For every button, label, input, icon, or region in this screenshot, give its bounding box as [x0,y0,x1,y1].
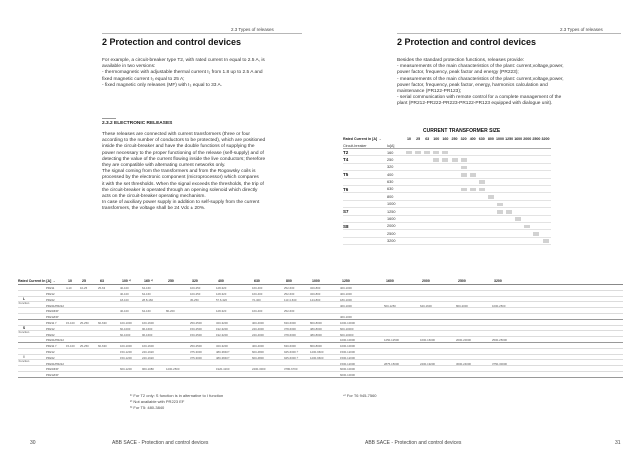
setting-value: 800-2000 [456,303,468,308]
size-cell [497,203,503,207]
release-settings-table [18,276,623,378]
setting-value: 1200-9600 [310,355,324,360]
setting-value: 150-2500 [190,326,202,331]
setting-value: 3750-30000 [492,361,507,366]
setting-value: 400-1000 [340,291,352,296]
setting-value: 100-1000 [120,344,132,349]
size-cell [479,188,485,192]
release-name: PR222 [46,355,55,360]
iu-value: 1000 [387,202,396,207]
column-header: 63 [425,137,430,141]
setting-value: 945-6300 ³⁾ [284,349,299,354]
function-sub: Function [18,330,30,335]
setting-value: 128-320 [216,309,227,314]
text-line: the circuit-breaker is operated through an opening solenoid which directly [102,187,258,193]
setting-value: 1200-2500 [166,367,180,372]
iu-value: 1250 [387,209,396,214]
function-sub: Function [18,359,30,364]
column-header: 2500 [532,137,541,141]
release-name: PR212NP [46,315,59,320]
footer-text: ABB SACE - Protection and control devices [112,440,209,446]
column-header: 250 [451,137,458,141]
text-line: - measurements of the main characteristics of the plant: current,voltage,power, [397,76,564,82]
table-row [343,156,551,163]
setting-value: 15-100 [66,344,75,349]
iu-value: 1600 [387,217,396,222]
footnote: ⁴⁾ For T6 945-7560 [343,393,377,398]
column-header: 63 [100,279,104,283]
size-cell [461,173,467,177]
subheader-breaker: Circuit-breaker [343,143,367,148]
setting-value: 640-1600 [420,303,432,308]
release-name: PR211 [46,286,55,291]
table-row [343,193,551,200]
setting-value: 60-630 [98,344,107,349]
footnote: ²⁾ Not available with PR223 EF [130,399,185,404]
setting-value: 600-1200 [120,367,132,372]
column-header: 1000 [312,279,320,283]
text-line: power necessary to the proper functioning of the release (self-supply) and of [102,150,264,156]
column-header: 2500 [458,279,466,283]
size-cell [479,180,485,184]
column-header: 100 [433,137,440,141]
setting-value: 375-3000 [190,355,202,360]
table-row [343,164,551,171]
setting-value: 192-3200 [216,332,228,337]
setting-value: 400-4000 [252,320,264,325]
intro-paragraph [102,58,300,89]
size-cell [433,158,439,162]
setting-value: 2000-20000 [456,338,471,343]
text-line: transformers, the voltage shall be 24 Vdc ± 20%. [102,206,206,212]
size-cell [497,210,503,214]
setting-value: 45-250 [190,297,199,302]
release-name: PR223NP [46,309,59,314]
table-title: CURRENT TRANSFORMER SIZE [423,128,501,134]
column-header: 1250 [342,279,350,283]
size-cell [424,151,430,155]
setting-value: 15-100 [66,320,75,325]
function-name: L [22,297,26,302]
release-name: PR222 [46,332,55,337]
column-header: 100 ¹⁾ [122,279,131,283]
header-rule [397,33,621,34]
body-paragraph [102,132,300,213]
column-header: 3200 [494,279,502,283]
size-cell [488,195,494,199]
release-name: PR212 [46,326,55,331]
release-name: PR221/PR212 [46,338,64,343]
size-cell [461,166,467,170]
size-cell [433,151,439,155]
column-header: 800 [286,279,292,283]
text-line: it with the set thresholds. When the signal exceeds the thresholds, the trip of [102,181,264,187]
release-name: PR212 [46,349,55,354]
table-row [343,216,551,223]
size-cell [533,232,539,236]
setting-value: 100-1000 [120,320,132,325]
setting-value: 2875-15000 [384,361,399,366]
footnote: ¹⁾ For T2 only: S function is in alternative to I function [130,393,224,398]
setting-value: 113.4-630 [284,297,297,302]
setting-value: 378-6300 [284,326,296,331]
setting-value: 800-8000 [310,344,322,349]
column-header: 160 ¹⁾ [144,279,153,283]
table-row [343,171,551,178]
iu-value: 630 [387,180,394,185]
text-line: inside the circuit-breaker and have the double functions of supplying the [102,144,255,150]
setting-value: 160-1600 [142,344,154,349]
table-row [343,179,551,186]
text-line: detecting the value of the current flowing inside the live conductors; therefore [102,156,266,162]
column-header: 25 [416,137,421,141]
setting-value: 1000-10000 [340,338,355,343]
page-number: 30 [30,440,36,446]
column-header: 1600 [514,137,523,141]
size-cell [461,158,467,162]
column-header: 1250 [505,137,514,141]
column-header: 320 [460,137,467,141]
setting-value: 1000-2500 [492,303,506,308]
setting-value: 2400-19200 [420,361,435,366]
table-row [343,201,551,208]
text-line: plant (PR212-PR222-PR223-PR122-PR123 equipped with dialogue unit). [397,101,553,107]
page-number: 31 [615,440,621,446]
text-line: maintenance (PR122-PR123); [397,89,462,95]
column-header: 2000 [422,279,430,283]
setting-value: 60-1000 [120,326,131,331]
iu-value: 2500 [387,231,396,236]
setting-value: 1500-12000 [340,355,355,360]
setting-value: 1000-10000 [340,344,355,349]
setting-value: 252-630 [284,286,295,291]
breaker-label: S7 [343,209,349,215]
setting-value: 320-800 [310,291,321,296]
setting-value: 1920-4160 [216,367,230,372]
size-cell [524,225,530,229]
text-line: The signal coming from the transformers and from the Rogowsky coils is [102,169,256,175]
setting-value: 64-160 [142,286,151,291]
iu-value: 250 [387,157,394,162]
setting-value: 400-4000 [252,344,264,349]
column-header: 3200 [541,137,550,141]
setting-value: 378-6300 [284,332,296,337]
column-header: 630 [478,137,485,141]
table-row [343,186,551,193]
setting-value: 1200-9600 [310,349,324,354]
setting-value: 480-8000 [310,332,322,337]
setting-value: 600-4800 [252,349,264,354]
setting-value: 1250-12500 [384,338,399,343]
size-cell [406,151,412,155]
breaker-label: S8 [343,223,349,229]
setting-value: 320-3200 [216,344,228,349]
text-line: Besides the standard protection functions, releases provide: [397,58,525,63]
table-row [343,238,551,245]
setting-value: 600-4800 [252,355,264,360]
setting-value: 480-8000 [310,326,322,331]
footnotes-left [130,393,223,411]
column-header: 800 [487,137,494,141]
page-heading: 2 Protection and control devices [102,37,242,47]
setting-value: 192-3200 [216,326,228,331]
iu-value: 630 [387,187,394,192]
setting-value: 1600-16000 [420,338,435,343]
release-name: PR221/PR212 [46,303,64,308]
setting-value: 1500-12000 [340,361,355,366]
breaker-label: T2 [343,150,349,155]
column-header: 250 [168,279,174,283]
section-label: 2.3 Types of releases [560,27,603,32]
footer-text: ABB SACE - Protection and control devices [365,440,462,446]
release-name: PR211 ²⁾ [46,320,57,325]
iu-value: 400 [387,172,394,177]
column-header: 1600 [386,279,394,283]
setting-value: 25-250 [80,344,89,349]
header-label: Rated Current In [A] → [18,279,56,283]
setting-value: 180-1000 [340,297,352,302]
column-header: 1000 [496,137,504,141]
setting-value: 6000-10000 [340,373,355,378]
table-row [343,149,551,156]
setting-value: 150-1200 [120,355,132,360]
setting-value: 320-3200 [216,320,228,325]
setting-value: 630-6300 [284,320,296,325]
setting-value: 60-1000 [120,332,131,337]
size-cell [461,188,467,192]
release-name: PR221/PR212 [46,361,64,366]
setting-value: 96-1600 [142,326,153,331]
column-header: 400 [469,137,476,141]
footnotes-right [343,393,377,399]
column-header: 10 [68,279,72,283]
setting-value: 10-25 [80,286,88,291]
text-line: These releases are connected with current transformers (three or four [102,132,250,137]
size-cell [470,188,476,192]
setting-value: 100-250 [190,291,201,296]
function-name: S [22,326,26,331]
table-row [343,208,551,215]
setting-value: 800-8000 [310,320,322,325]
size-cell [506,210,512,214]
setting-value: 252-630 [284,309,295,314]
function-group [18,320,623,343]
setting-value: 1000-10000 [340,320,355,325]
text-line: they are compatible with alternating current networks only. [102,163,226,169]
setting-value: 96-1600 [142,332,153,337]
breaker-label: T6 [343,186,349,192]
setting-value: 2500-25000 [492,338,507,343]
setting-value: 2400-3000 [252,367,266,372]
setting-value: 160-400 [252,309,263,314]
setting-value: 150-2500 [190,332,202,337]
iu-value: 160 [387,150,394,155]
size-cell [442,158,448,162]
setting-value: 128-320 [216,286,227,291]
setting-value: 160-400 [252,286,263,291]
table-row [343,223,551,230]
column-header: 10 [407,137,411,141]
text-line: - serial communication with remote control for a complete management of the [397,95,562,101]
table-row [343,230,551,237]
release-name: PR212 [46,291,55,296]
setting-value: 400-1000 [340,315,352,320]
setting-value: 600-10000 [340,326,354,331]
setting-value: 250-2500 [190,320,202,325]
text-line: - thermomagnetic with adjustable thermal current I₁ from 1.8 up to 2.5 A and [102,70,263,76]
release-name: PR212NP [46,373,59,378]
column-header: 160 [442,137,449,141]
footnote: ³⁾ For T5: 480-3840 [130,405,165,410]
setting-value: 240-4000 [252,332,264,337]
transformer-size-table [343,136,551,245]
section-label: 2.3 Types of releases [231,27,274,32]
setting-value: 72-400 [252,297,261,302]
setting-value: 160-400 [252,291,263,296]
setting-value: 57.6-320 [216,297,228,302]
text-line: available in two versions: [102,64,156,70]
size-cell [515,217,521,221]
header-rule [102,33,302,34]
setting-value: 1500-12000 [340,349,355,354]
setting-value: 100-250 [190,286,201,291]
setting-value: 4-10 [66,286,72,291]
function-group [18,343,623,378]
text-line: In case of auxiliary power supply in addition to self-supply from the current [102,200,260,206]
function-name: I [23,355,25,360]
release-name: PR223NP [46,367,59,372]
subheading-rule [102,118,116,119]
intro-paragraph [397,58,621,108]
text-line: - fixed magnetic only releases (MF) with I₃ equal to 33 A. [102,82,223,88]
iu-value: 2000 [387,224,396,229]
iu-value: 3200 [387,239,396,244]
setting-value: 160-1600 [142,320,154,325]
release-name: PR222 [46,297,55,302]
setting-value: 3780-6700 [284,367,298,372]
setting-value: 252-630 [284,291,295,296]
subheading: 2.3.2 ELECTRONIC RELEASES [102,121,173,126]
iu-value: 320 [387,165,394,170]
setting-value: 480-3840³⁾ [216,355,230,360]
text-line: fixed magnetic current I₃ equal to 25 A; [102,76,185,82]
setting-value: 945-6300 ³⁾ [284,355,299,360]
setting-value: 28.8-160 [142,297,154,302]
setting-value: 480-3840³⁾ [216,349,230,354]
setting-value: 375-3000 [190,349,202,354]
setting-value: 128-320 [216,291,227,296]
text-line: processed by the electronic component (microprocessor) which compares [102,175,259,181]
release-name: PR211 ²⁾ [46,344,57,349]
setting-value: 3000-24000 [456,361,471,366]
size-cell [470,173,476,177]
setting-value: 60-630 [98,320,107,325]
setting-value: 500-1250 [384,303,396,308]
text-line: For example, a circuit-breaker type T2, with rated current In equal to 2.5 A, is [102,58,265,63]
setting-value: 80-200 [166,309,175,314]
size-cell [543,239,549,243]
column-header: 25 [82,279,86,283]
column-header: 2000 [523,137,532,141]
setting-value: 400-1000 [340,286,352,291]
setting-value: 18-100 [120,297,129,302]
size-cell [442,151,448,155]
setting-value: 25-250 [80,320,89,325]
subheader-iu: Iu[A] [387,143,395,148]
text-line: power factor, frequency, peak factor and energy (PR223); [397,70,519,76]
setting-value: 6000-10000 [340,367,355,372]
text-line: according to the number of conductors to be protected), which are positioned [102,138,266,144]
setting-value: 600-10000 [340,332,354,337]
setting-value: 960-1080 [142,367,154,372]
setting-value: 40-100 [120,286,129,291]
column-header: 400 [218,279,224,283]
text-line: acts on the circuit-breaker operating mechanism. [102,194,206,200]
table-header-row [343,136,551,143]
setting-value: 64-160 [142,309,151,314]
iu-value: 800 [387,194,394,199]
setting-value: 630-6300 [284,344,296,349]
size-cell [415,151,421,155]
text-line: - measurements of the main characteristics of the plant: current,voltage,power, [397,64,564,70]
text-line: power factor, frequency, peak factor, energy, harmonics calculation and [397,82,548,88]
column-header: 630 [254,279,260,283]
setting-value: 64-160 [142,291,151,296]
table-header-row [18,276,623,285]
setting-value: 40-100 [120,309,129,314]
setting-value: 320-800 [310,286,321,291]
setting-value: 400-1000 [340,303,352,308]
header-label: Rated Current In [A] → [343,137,382,141]
setting-value: 240-4000 [252,326,264,331]
page-heading: 2 Protection and control devices [397,37,537,47]
setting-value: 40-100 [120,291,129,296]
breaker-label: T5 [343,172,349,178]
setting-value: 150-1200 [120,349,132,354]
function-group [18,285,623,320]
table-row [18,372,623,378]
setting-value: 144-800 [310,297,321,302]
setting-value: 240-1920 [142,349,154,354]
size-cell [452,158,458,162]
column-header: 320 [192,279,198,283]
function-sub: Function [18,301,30,306]
breaker-label: T4 [343,157,349,163]
setting-value: 240-1920 [142,355,154,360]
setting-value: 25-63 [98,286,106,291]
setting-value: 250-2500 [190,344,202,349]
